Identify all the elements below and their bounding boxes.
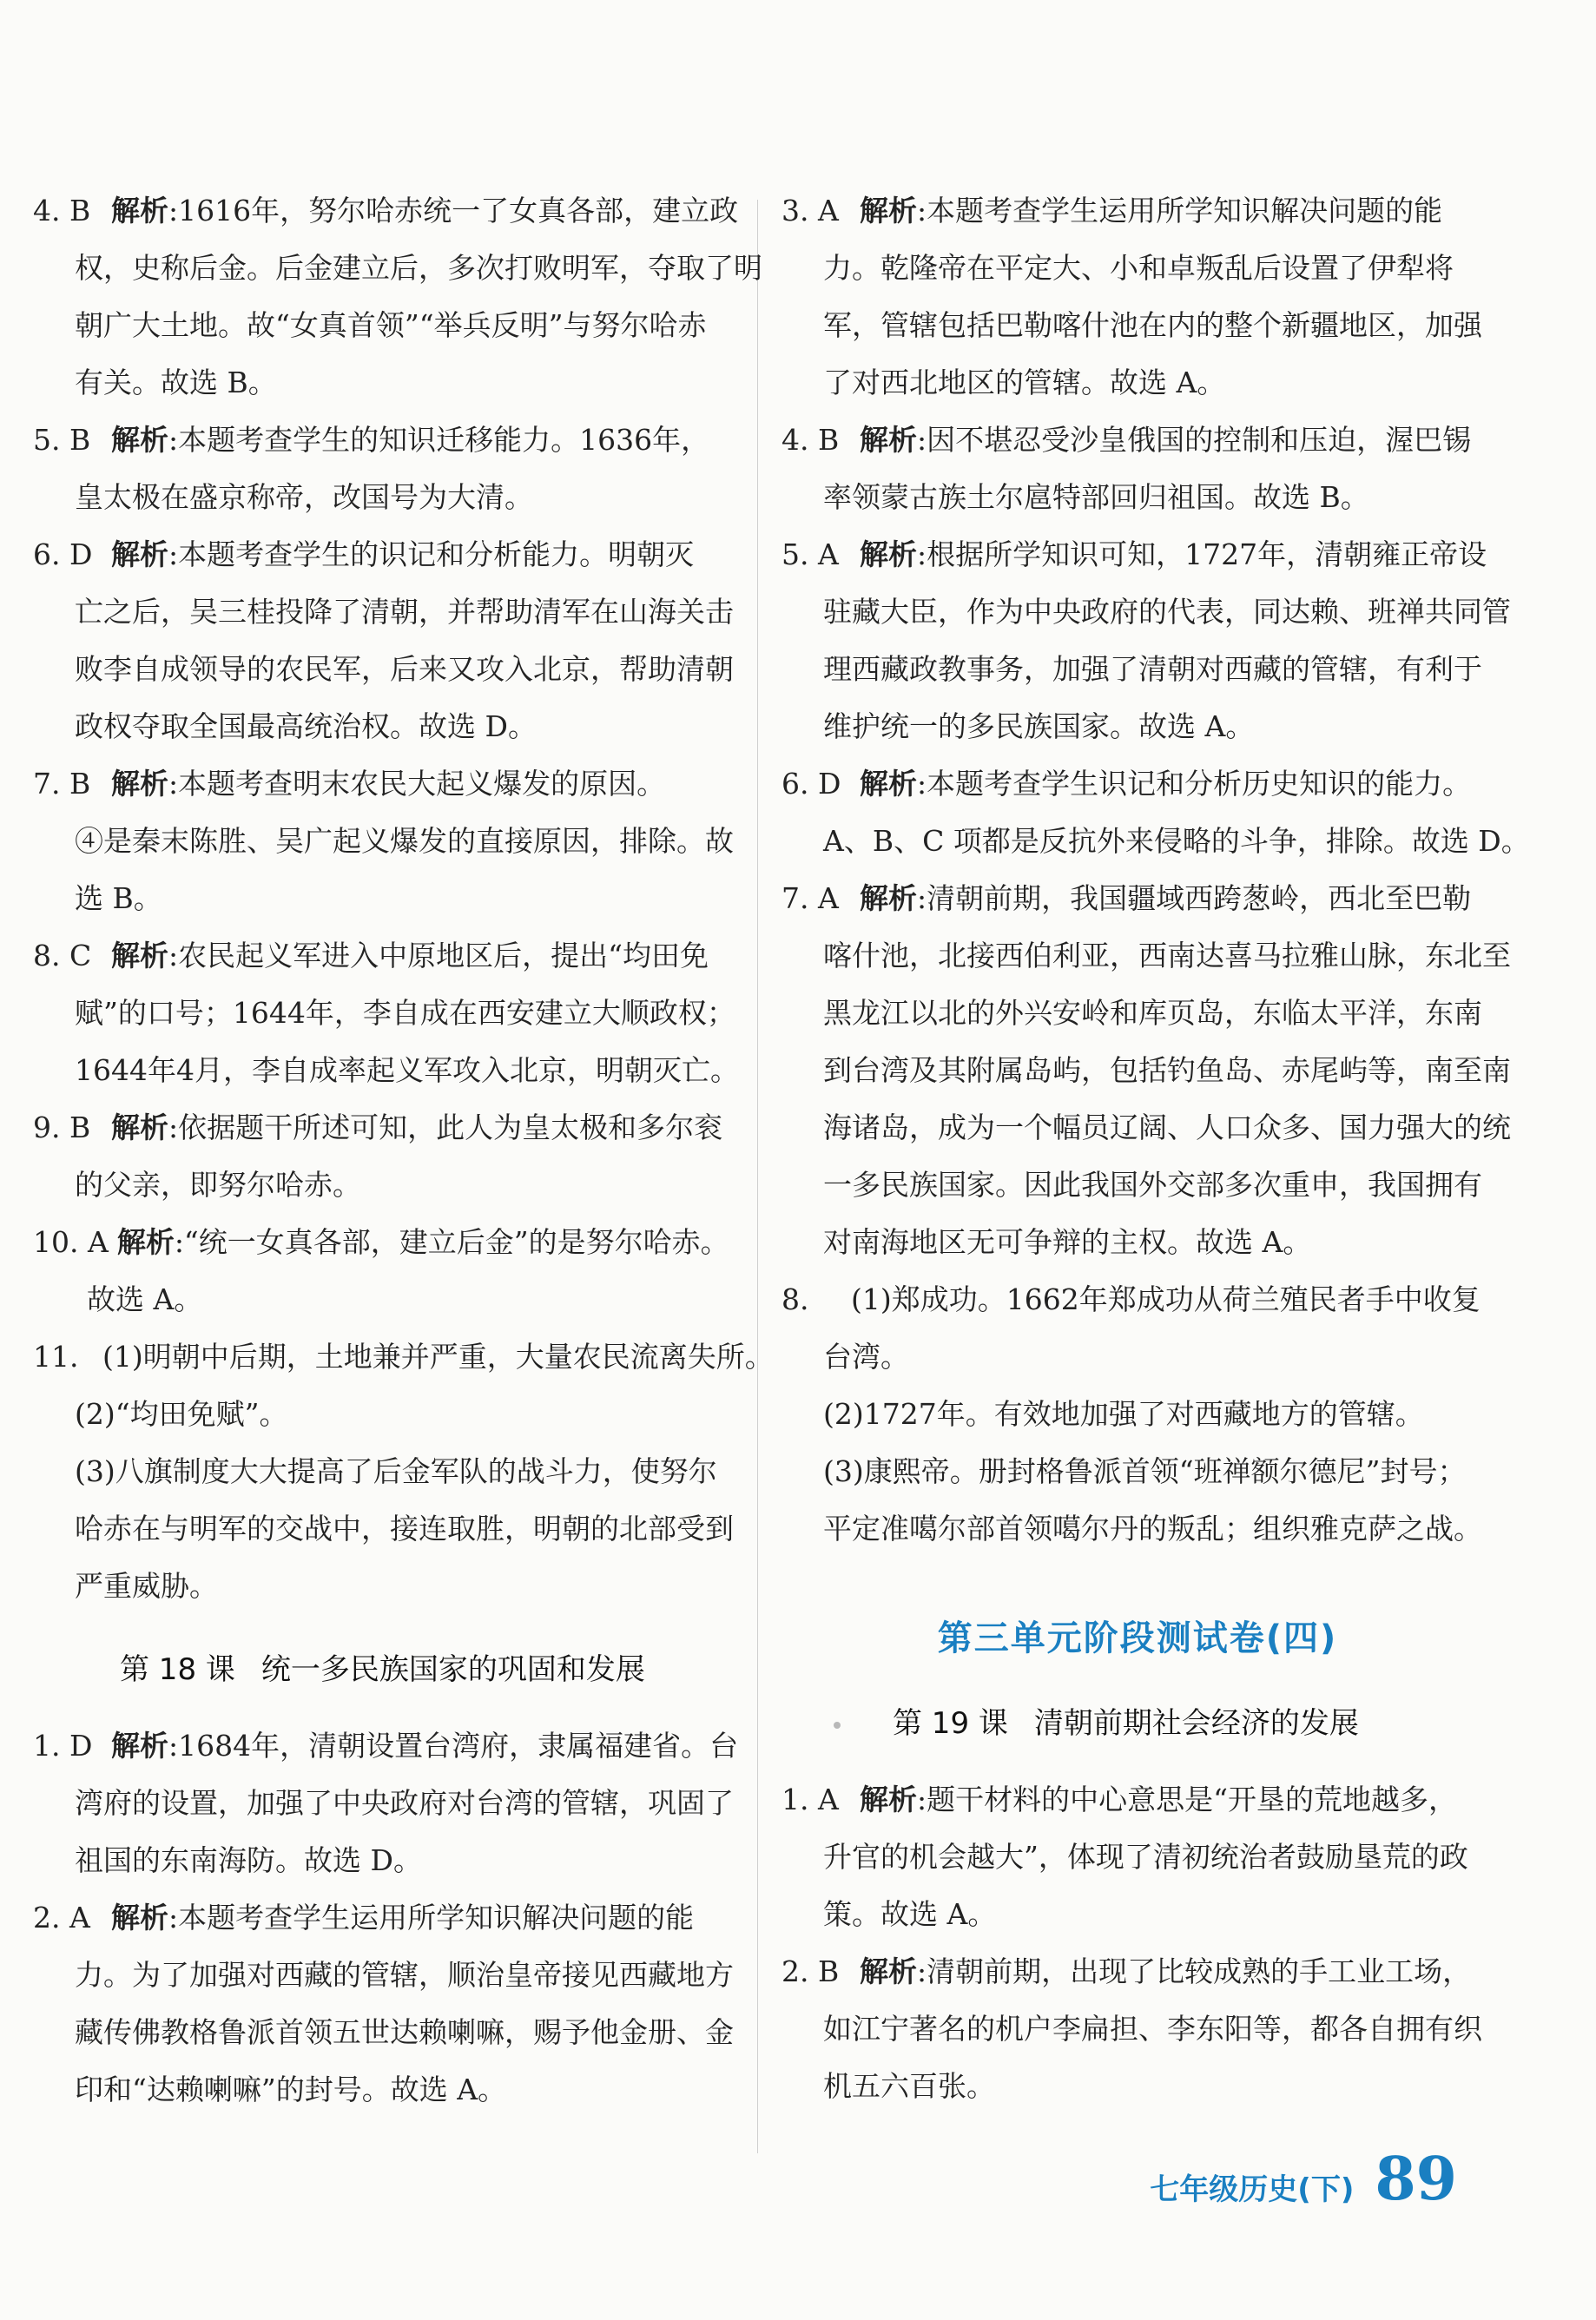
answer-text: 印和“达赖喇嘛”的封号。故选 A。	[75, 2073, 507, 2106]
answer-text: 海诸岛，成为一个幅员辽阔、人口众多、国力强大的统	[823, 1111, 1511, 1144]
lesson-19-heading	[834, 1695, 1494, 1752]
analysis-keyword: 解析	[116, 1225, 175, 1259]
answer-item	[782, 870, 1511, 1271]
page-number: 89	[1375, 2145, 1457, 2214]
answer-line	[33, 526, 745, 583]
answer-text: 升官的机会越大”，体现了清初统治者鼓励垦荒的政	[823, 1840, 1468, 1874]
answer-line	[33, 1775, 745, 1832]
answer-item	[782, 526, 1511, 755]
answer-text: 军，管辖包括巴勒喀什池在内的整个新疆地区，加强	[823, 308, 1482, 342]
question-number: 11.	[33, 1340, 79, 1374]
answer-text: 率领蒙古族土尔扈特部回归祖国。故选 B。	[823, 480, 1369, 514]
answer-text: :“统一女真各部，建立后金”的是努尔哈赤。	[174, 1225, 729, 1259]
answer-line	[782, 240, 1494, 297]
question-number: 2. A	[33, 1901, 90, 1934]
answer-text: 藏传佛教格鲁派首领五世达赖喇嘛，赐予他金册、金	[75, 2015, 734, 2049]
answer-line	[782, 1157, 1494, 1214]
answer-line	[782, 1500, 1494, 1558]
column-divider	[757, 200, 758, 2153]
answer-item	[782, 182, 1494, 412]
answer-line	[782, 583, 1511, 641]
answer-line	[782, 1886, 1494, 1943]
lesson-title: 清朝前期社会经济的发展	[1033, 1706, 1359, 1741]
answer-line	[33, 1500, 745, 1558]
answer-text: :依据题干所述可知，此人为皇太极和多尔衮	[168, 1111, 723, 1144]
answer-text: 败李自成领导的农民军，后来又攻入北京，帮助清朝	[75, 652, 734, 686]
answer-text: 了对西北地区的管辖。故选 A。	[823, 366, 1226, 399]
answer-text: 机五六百张。	[823, 2069, 995, 2103]
answer-text: (1)郑成功。1662年郑成功从荷兰殖民者手中收复	[851, 1282, 1481, 1316]
answer-line	[782, 1271, 1494, 1328]
left-column	[33, 182, 774, 2119]
question-number: 7. B	[33, 767, 91, 801]
answer-line	[33, 1042, 745, 1099]
question-number: 5. B	[33, 423, 91, 457]
answer-text: :题干材料的中心意思是“开垦的荒地越多，	[917, 1783, 1457, 1816]
answer-line	[33, 927, 745, 985]
answer-line	[33, 469, 745, 526]
analysis-keyword: 解析	[111, 1111, 168, 1144]
answer-text: 有关。故选 B。	[75, 366, 277, 399]
answer-item	[33, 1717, 745, 1889]
answer-text: 故选 A。	[87, 1282, 203, 1316]
page-footer	[1150, 2145, 1457, 2214]
answer-text: (3)八旗制度大大提高了后金军队的战斗力，使努尔	[75, 1454, 717, 1488]
answer-line	[782, 870, 1494, 927]
question-number: 3. A	[782, 194, 839, 227]
question-number: 1. A	[782, 1783, 839, 1816]
answer-text: 平定准噶尔部首领噶尔丹的叛乱；组织雅克萨之战。	[823, 1512, 1482, 1546]
answer-text: :本题考查学生的知识迁移能力。1636年，	[168, 423, 710, 457]
answer-line	[33, 583, 745, 641]
question-number: 8. C	[33, 939, 92, 972]
answer-text: 力。乾隆帝在平定大、小和卓叛乱后设置了伊犁将	[823, 251, 1454, 285]
analysis-keyword: 解析	[860, 537, 917, 571]
answer-text: 力。为了加强对西藏的管辖，顺治皇帝接见西藏地方	[75, 1958, 734, 1992]
answer-line	[33, 1947, 745, 2004]
answer-text: 的父亲，即努尔哈赤。	[75, 1168, 361, 1202]
answer-text: 如江宁著名的机户李扁担、李东阳等，都各自拥有织	[823, 2012, 1482, 2046]
answer-item	[33, 412, 745, 526]
answer-line	[782, 2000, 1494, 2058]
grade-subject-label: 七年级历史(下)	[1150, 2172, 1355, 2207]
answer-item	[782, 755, 1530, 870]
answer-item	[33, 526, 745, 755]
answer-line	[782, 985, 1494, 1042]
lesson-title: 统一多民族国家的巩固和发展	[261, 1652, 645, 1687]
question-number: 2. B	[782, 1954, 840, 1988]
answer-line	[33, 1157, 745, 1214]
right-answers-a	[782, 182, 1530, 1558]
answer-text: (3)康熙帝。册封格鲁派首领“班禅额尔德尼”封号；	[823, 1454, 1467, 1488]
answer-line	[33, 1271, 745, 1328]
question-number: 4. B	[782, 423, 840, 457]
answer-text: :根据所学知识可知，1727年，清朝雍正帝设	[917, 537, 1487, 571]
answer-text: 赋”的口号；1644年，李自成在西安建立大顺政权；	[75, 996, 735, 1030]
analysis-keyword: 解析	[860, 767, 917, 801]
answer-text: :本题考查学生的识记和分析能力。明朝灭	[168, 537, 695, 571]
answer-line	[782, 469, 1494, 526]
answer-text: 驻藏大臣，作为中央政府的代表，同达赖、班禅共同管	[823, 595, 1511, 629]
answer-line	[33, 2004, 745, 2061]
answer-line	[782, 182, 1494, 240]
answer-line	[33, 240, 762, 297]
answer-text: 选 B。	[75, 881, 162, 915]
answer-line	[33, 755, 745, 813]
analysis-keyword: 解析	[111, 1901, 168, 1934]
answer-line	[782, 354, 1494, 412]
answer-line	[33, 1214, 745, 1271]
answer-text: 1644年4月，李自成率起义军攻入北京，明朝灭亡。	[75, 1053, 739, 1087]
analysis-keyword: 解析	[111, 1729, 168, 1763]
question-number: 9. B	[33, 1111, 91, 1144]
answer-item	[33, 927, 745, 1099]
answer-text: (1)明朝中后期，土地兼并严重，大量农民流离失所。	[102, 1340, 774, 1374]
answer-text: :本题考查学生运用所学知识解决问题的能	[917, 194, 1443, 227]
analysis-keyword: 解析	[111, 767, 168, 801]
left-answers-a	[33, 182, 774, 1615]
answer-line	[782, 755, 1494, 813]
answer-line	[33, 985, 745, 1042]
answer-item	[33, 1328, 774, 1615]
analysis-keyword: 解析	[111, 194, 168, 227]
question-number: 6. D	[782, 767, 841, 801]
answer-line	[33, 641, 745, 698]
answer-text: 祖国的东南海防。故选 D。	[75, 1843, 422, 1877]
analysis-keyword: 解析	[111, 423, 168, 457]
question-number: 10. A	[33, 1225, 109, 1259]
answer-text: 理西藏政教事务，加强了清朝对西藏的管辖，有利于	[823, 652, 1482, 686]
answer-line	[33, 698, 745, 755]
answer-text: :因不堪忍受沙皇俄国的控制和压迫，渥巴锡	[917, 423, 1472, 457]
answer-text: 亡之后，吴三桂投降了清朝，并帮助清军在山海关击	[75, 595, 734, 629]
analysis-keyword: 解析	[111, 537, 168, 571]
answer-line	[33, 354, 745, 412]
question-number: 6. D	[33, 537, 93, 571]
answer-text: 皇太极在盛京称帝，改国号为大清。	[75, 480, 533, 514]
answer-line	[782, 1099, 1511, 1157]
answer-item	[782, 1271, 1494, 1558]
answer-item	[33, 1889, 745, 2119]
lesson-18-heading	[120, 1641, 745, 1698]
answer-text: :本题考查明末农民大起义爆发的原因。	[168, 767, 666, 801]
answer-line	[33, 1832, 745, 1889]
question-number: 1. D	[33, 1729, 93, 1763]
answer-text: A、B、C 项都是反抗外来侵略的斗争，排除。故选 D。	[823, 824, 1530, 858]
right-column	[782, 182, 1530, 2115]
answer-item	[33, 182, 762, 412]
answer-line	[33, 1889, 745, 1947]
answer-line	[33, 1717, 745, 1775]
question-number: 4. B	[33, 194, 91, 227]
answer-text: :1684年，清朝设置台湾府，隶属福建省。台	[168, 1729, 739, 1763]
answer-item	[782, 412, 1494, 526]
answer-line	[33, 2061, 745, 2119]
answer-text: 权，史称后金。后金建立后，多次打败明军，夺取了明	[75, 251, 762, 285]
right-answers-b	[782, 1771, 1494, 2115]
answer-line	[33, 412, 745, 469]
answer-line	[33, 1558, 745, 1615]
answer-text: 哈赤在与明军的交战中，接连取胜，明朝的北部受到	[75, 1512, 734, 1546]
answer-text: 朝广大土地。故“女真首领”“举兵反明”与努尔哈赤	[75, 308, 707, 342]
answer-line	[782, 1829, 1494, 1886]
answer-line	[782, 1386, 1494, 1443]
analysis-keyword: 解析	[860, 881, 917, 915]
answer-line	[782, 1771, 1494, 1829]
lesson-number: 第 19 课	[893, 1706, 1008, 1741]
answer-line	[782, 526, 1494, 583]
answer-text: :清朝前期，我国疆域西跨葱岭，西北至巴勒	[917, 881, 1472, 915]
answer-line	[782, 927, 1511, 985]
answer-text: 黑龙江以北的外兴安岭和库页岛，东临太平洋，东南	[823, 996, 1482, 1030]
answer-line	[782, 1042, 1511, 1099]
answer-line	[782, 698, 1494, 755]
unit-test-title: 第三单元阶段测试卷(四)	[937, 1618, 1338, 1658]
answer-line	[782, 641, 1494, 698]
answer-line	[782, 412, 1494, 469]
answer-text: (2)“均田免赋”。	[75, 1397, 288, 1431]
dot-mark	[834, 1722, 841, 1729]
answer-line	[782, 1328, 1494, 1386]
answer-line	[33, 1328, 774, 1386]
answer-item	[782, 1771, 1494, 1943]
answer-text: 台湾。	[823, 1340, 909, 1374]
left-answers-b	[33, 1717, 745, 2119]
answer-item	[33, 1099, 745, 1214]
answer-text: ④是秦末陈胜、吴广起义爆发的直接原因，排除。故	[75, 824, 734, 858]
answer-text: :1616年，努尔哈赤统一了女真各部，建立政	[168, 194, 739, 227]
answer-text: :本题考查学生识记和分析历史知识的能力。	[917, 767, 1472, 801]
answer-line	[782, 297, 1494, 354]
answer-text: 严重威胁。	[75, 1569, 218, 1603]
answer-line	[33, 1099, 745, 1157]
answer-text: 策。故选 A。	[823, 1897, 997, 1931]
answer-text: :农民起义军进入中原地区后，提出“均田免	[168, 939, 709, 972]
answer-text: 维护统一的多民族国家。故选 A。	[823, 709, 1255, 743]
answer-item	[33, 755, 745, 927]
answer-line	[782, 1214, 1494, 1271]
answer-text: 喀什池，北接西伯利亚，西南达喜马拉雅山脉，东北至	[823, 939, 1511, 972]
answer-line	[782, 813, 1530, 870]
answer-text: 政权夺取全国最高统治权。故选 D。	[75, 709, 537, 743]
answer-line	[33, 870, 745, 927]
analysis-keyword: 解析	[111, 939, 168, 972]
answer-line	[782, 1443, 1494, 1500]
answer-item	[782, 1943, 1494, 2115]
answer-text: (2)1727年。有效地加强了对西藏地方的管辖。	[823, 1397, 1424, 1431]
answer-line	[782, 1943, 1494, 2000]
answer-line	[33, 297, 745, 354]
answer-line	[33, 182, 745, 240]
answer-text: 到台湾及其附属岛屿，包括钓鱼岛、赤尾屿等，南至南	[823, 1053, 1511, 1087]
answer-text: :本题考查学生运用所学知识解决问题的能	[168, 1901, 695, 1934]
analysis-keyword: 解析	[860, 1783, 917, 1816]
answer-text: 一多民族国家。因此我国外交部多次重申，我国拥有	[823, 1168, 1482, 1202]
answer-line	[33, 813, 745, 870]
answer-line	[33, 1386, 745, 1443]
analysis-keyword: 解析	[860, 194, 917, 227]
analysis-keyword: 解析	[860, 1954, 917, 1988]
answer-text: :清朝前期，出现了比较成熟的手工业工场，	[917, 1954, 1472, 1988]
answer-line	[33, 1443, 745, 1500]
analysis-keyword: 解析	[860, 423, 917, 457]
answer-text: 对南海地区无可争辩的主权。故选 A。	[823, 1225, 1312, 1259]
question-number: 5. A	[782, 537, 839, 571]
answer-line	[782, 2058, 1494, 2115]
question-number: 7. A	[782, 881, 839, 915]
lesson-number: 第 18 课	[120, 1652, 235, 1687]
answer-text: 湾府的设置，加强了中央政府对台湾的管辖，巩固了	[75, 1786, 734, 1820]
question-number: 8.	[782, 1282, 809, 1316]
answer-item	[33, 1214, 745, 1328]
